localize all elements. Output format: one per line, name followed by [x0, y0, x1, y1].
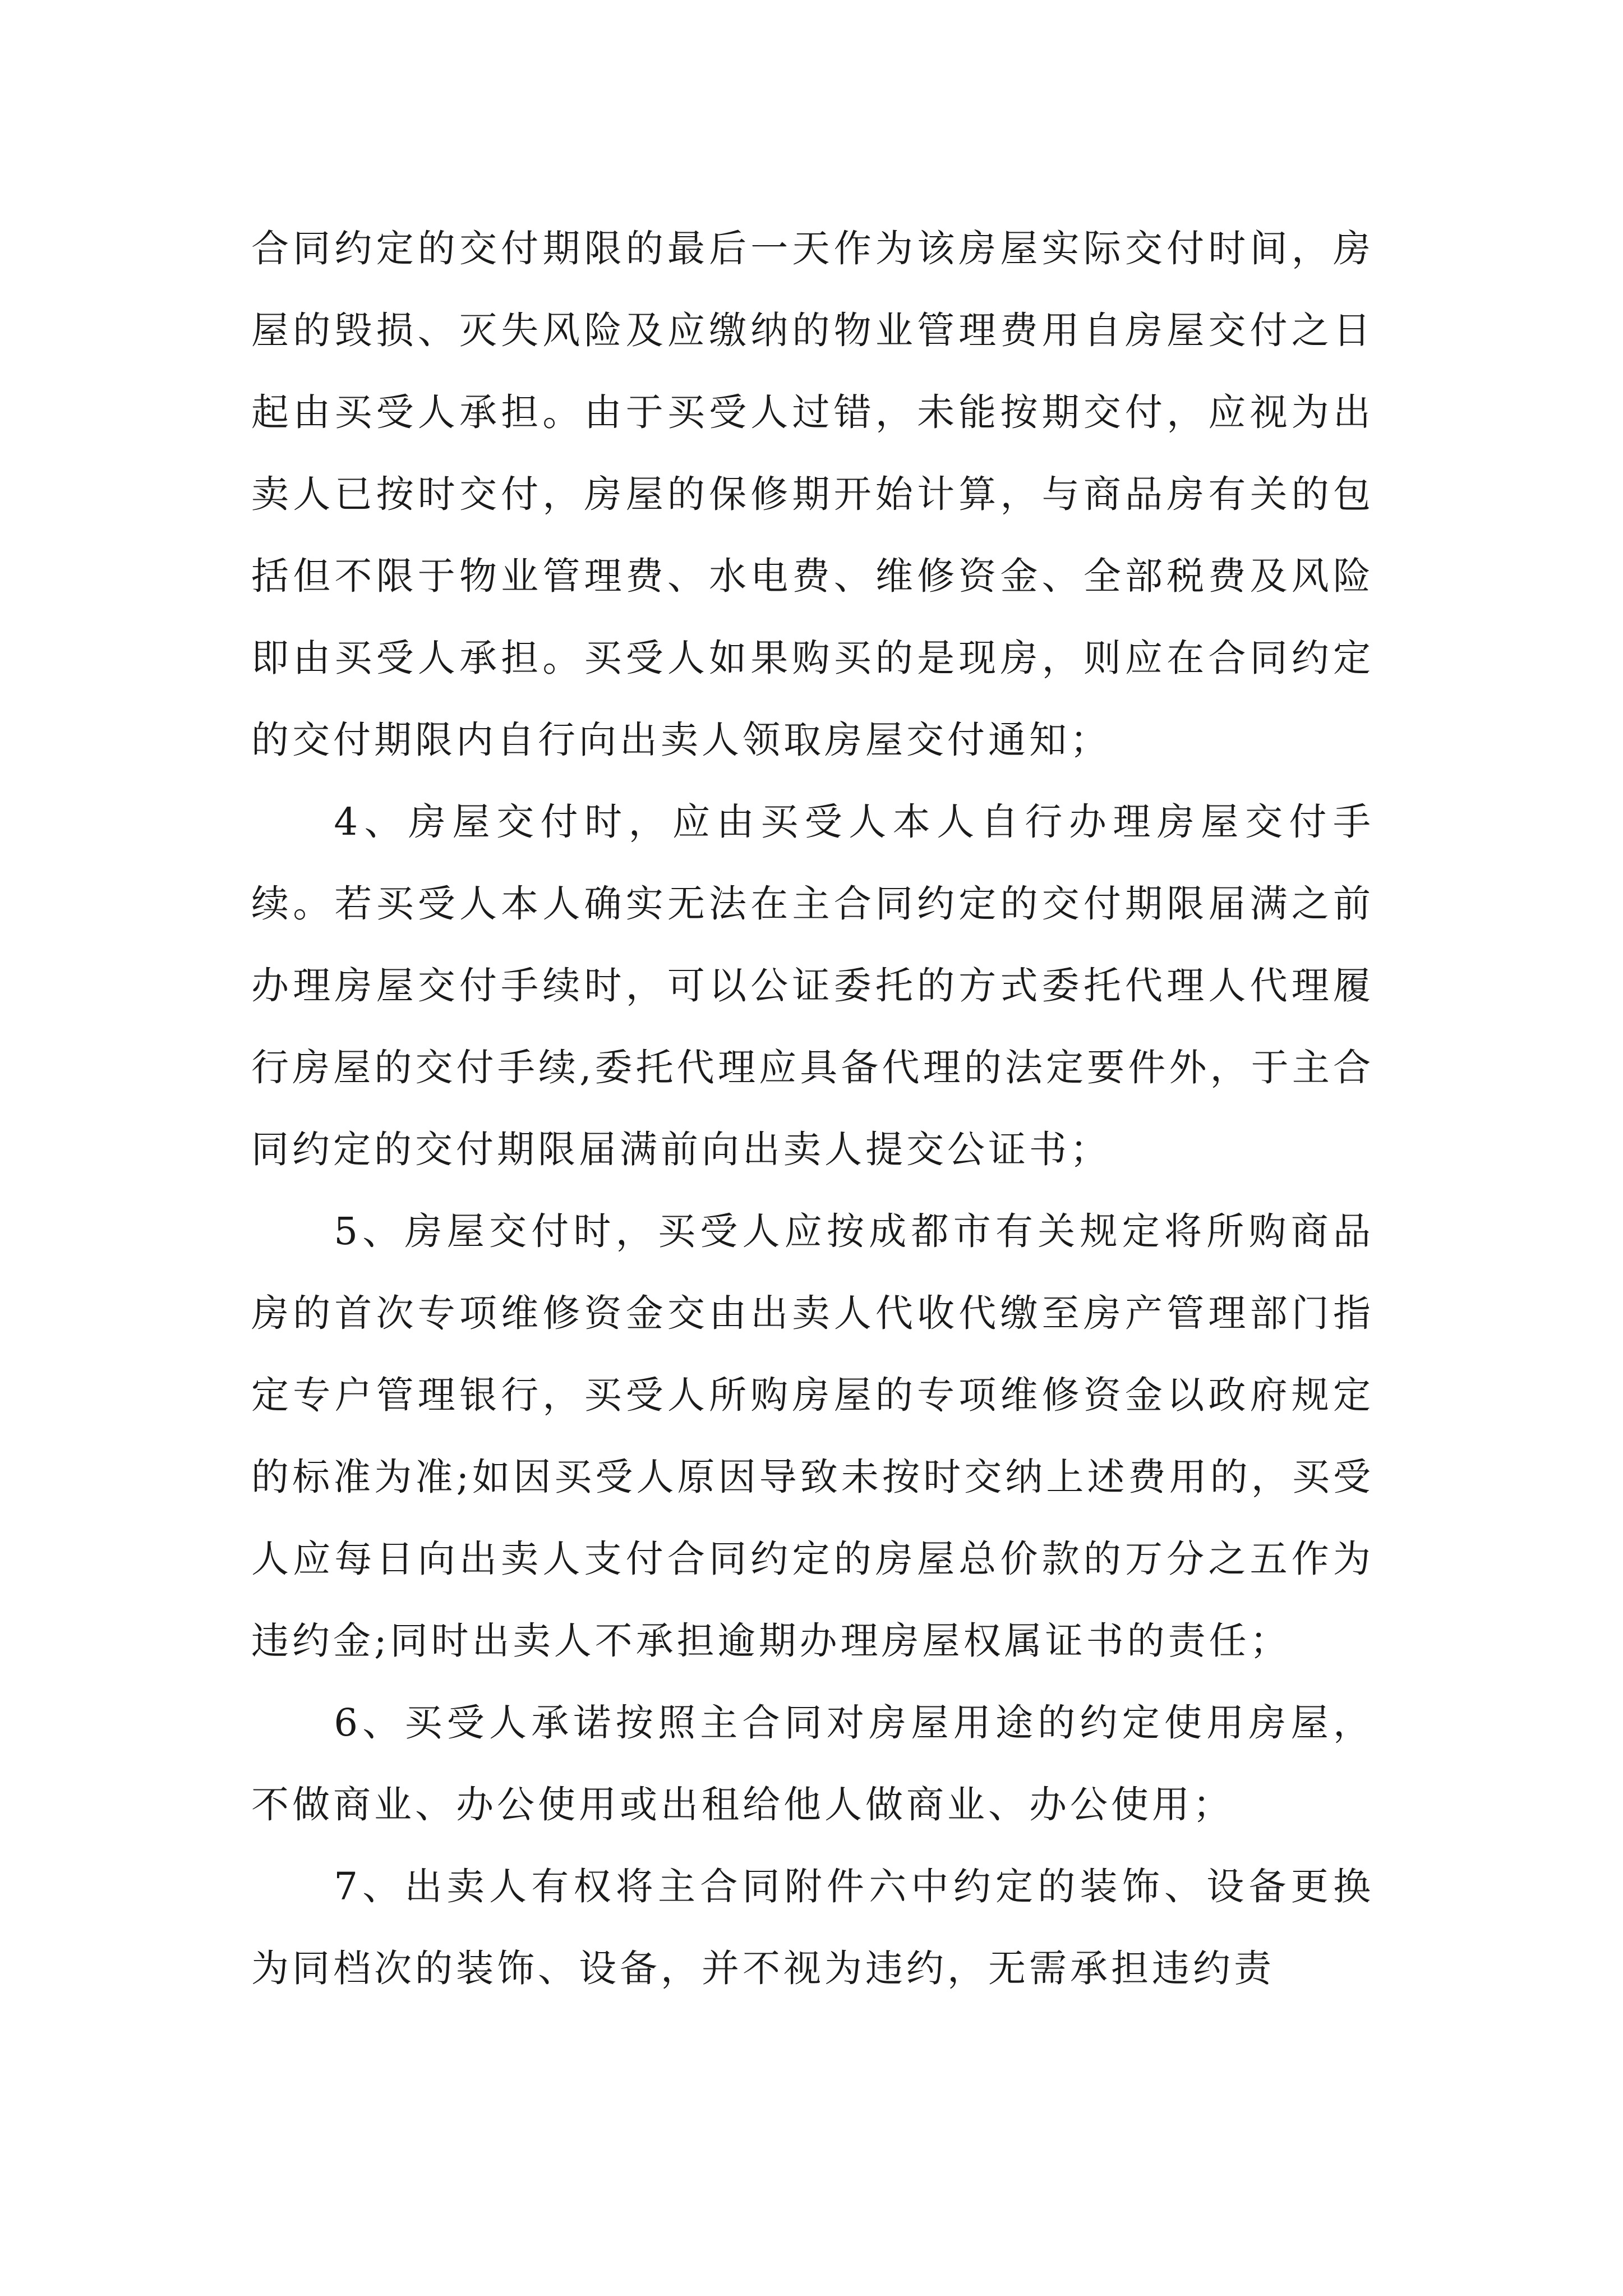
paragraph-clause-4: 4、房屋交付时，应由买受人本人自行办理房屋交付手续。若买受人本人确实无法在主合同约定的交付期限届满之前办理房屋交付手续时，可以公证委托的方式委托代理人代理履行房屋的交付手续,委托代理应具备代理的法定要件外，于主合同约定的交付期限届满前向出卖人提交公证书；	[251, 800, 1374, 1171]
paragraph-clause-7: 7、出卖人有权将主合同附件六中约定的装饰、设备更换为同档次的装饰、设备，并不视为违约，无需承担违约责	[251, 1865, 1374, 1990]
paragraph-clause-5: 5、房屋交付时，买受人应按成都市有关规定将所购商品房的首次专项维修资金交由出卖人代收代缴至房产管理部门指定专户管理银行，买受人所购房屋的专项维修资金以政府规定的标准为准;如因买受人原因导致未按时交纳上述费用的，买受人应每日向出卖人支付合同约定的房屋总价款的万分之五作为违约金;同时出卖人不承担逾期办理房屋权属证书的责任；	[251, 1209, 1374, 1663]
paragraph-continued: 合同约定的交付期限的最后一天作为该房屋实际交付时间，房屋的毁损、灭失风险及应缴纳的物业管理费用自房屋交付之日起由买受人承担。由于买受人过错，未能按期交付，应视为出卖人已按时交付，房屋的保修期开始计算，与商品房有关的包括但不限于物业管理费、水电费、维修资金、全部税费及风险即由买受人承担。买受人如果购买的是现房，则应在合同约定的交付期限内自行向出卖人领取房屋交付通知；	[251, 227, 1374, 762]
paragraph-clause-6: 6、买受人承诺按照主合同对房屋用途的约定使用房屋，不做商业、办公使用或出租给他人做商业、办公使用；	[251, 1701, 1374, 1826]
document-body	[251, 208, 1374, 2009]
